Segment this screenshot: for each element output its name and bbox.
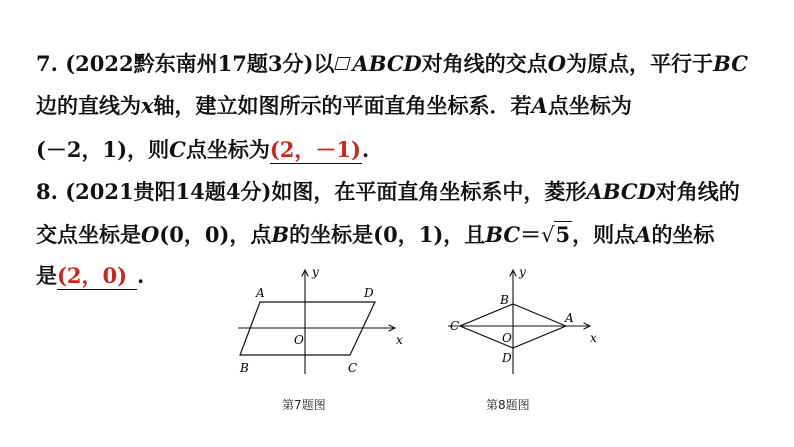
q8-text: (0，0)，点 bbox=[159, 222, 272, 247]
q8-segment-bc: BC bbox=[485, 222, 521, 247]
q7-text: 点坐标为 bbox=[185, 137, 270, 162]
q7-end: . bbox=[361, 137, 370, 162]
origin-label: O bbox=[294, 333, 304, 347]
q7-source: (2022黔东南州17题3分) bbox=[65, 51, 314, 76]
q7-origin-label: O bbox=[547, 51, 567, 76]
figure-8-diagram bbox=[440, 262, 610, 387]
point-a-label: A bbox=[565, 311, 574, 325]
q7-line-2 bbox=[36, 92, 632, 120]
q8-text: 交点坐标是 bbox=[36, 222, 141, 247]
figure-8-caption: 第8题图 bbox=[486, 398, 530, 412]
q8-origin-label: O bbox=[141, 222, 160, 247]
point-c-label: C bbox=[450, 319, 460, 333]
q8-point-b: B bbox=[271, 222, 290, 247]
point-d-label: D bbox=[364, 286, 374, 300]
q8-point-a: A bbox=[635, 222, 652, 247]
figure-7-caption: 第7题图 bbox=[282, 398, 326, 412]
origin-label: O bbox=[502, 331, 512, 345]
q7-text: 以 bbox=[313, 51, 335, 76]
sqrt-icon: √ bbox=[541, 223, 555, 247]
q7-number: 7. bbox=[36, 51, 58, 76]
q7-text: (－2，1)，则 bbox=[36, 137, 170, 162]
q7-text: 为原点，平行于 bbox=[566, 51, 714, 76]
q8-text: 的坐标是(0，1)，且 bbox=[289, 222, 486, 247]
q7-x-axis-label: x bbox=[141, 93, 154, 118]
q8-text: ＝ bbox=[520, 222, 542, 247]
x-axis-label: x bbox=[590, 331, 597, 345]
q8-number: 8. bbox=[36, 179, 58, 204]
point-b-label: B bbox=[500, 293, 509, 307]
q8-line-1 bbox=[36, 178, 740, 206]
parallelogram-symbol-icon bbox=[335, 57, 351, 70]
point-c-label: C bbox=[348, 361, 358, 375]
sqrt-radicand: 5 bbox=[555, 222, 571, 247]
q7-line-3 bbox=[36, 136, 369, 164]
q7-point-c: C bbox=[169, 137, 186, 162]
q7-text: 点坐标为 bbox=[547, 93, 632, 118]
q7-point-a: A bbox=[531, 93, 548, 118]
q8-text: 是 bbox=[36, 263, 57, 288]
x-axis-label: x bbox=[396, 333, 403, 347]
y-axis-label: y bbox=[519, 265, 526, 279]
q8-text: ，则点 bbox=[572, 222, 636, 247]
q7-text: 边的直线为 bbox=[36, 93, 141, 118]
q7-shape-name: ABCD bbox=[352, 51, 422, 76]
q8-line-3 bbox=[36, 262, 144, 290]
q7-answer: (2，－1) bbox=[269, 137, 361, 162]
y-axis-label: y bbox=[312, 265, 319, 279]
point-b-label: B bbox=[240, 361, 249, 375]
point-a-label: A bbox=[256, 286, 265, 300]
q8-line-2 bbox=[36, 221, 714, 249]
q8-text: 对角线的 bbox=[655, 179, 740, 204]
q8-source: (2021贵阳14题4分) bbox=[65, 179, 272, 204]
sqrt-expression bbox=[541, 221, 572, 249]
q8-shape-name: ABCD bbox=[586, 179, 656, 204]
q7-text: 轴，建立如图所示的平面直角坐标系．若 bbox=[153, 93, 532, 118]
point-d-label: D bbox=[502, 351, 512, 365]
q8-text: 的坐标 bbox=[651, 222, 715, 247]
q7-text: 对角线的交点 bbox=[421, 51, 548, 76]
q8-text: 如图，在平面直角坐标系中，菱形 bbox=[271, 179, 587, 204]
q8-answer: (2，0) bbox=[57, 264, 137, 290]
q8-end: . bbox=[137, 263, 145, 288]
figure-7-diagram bbox=[230, 262, 410, 387]
q7-line-1 bbox=[36, 50, 748, 78]
q7-segment-bc: BC bbox=[713, 51, 748, 76]
